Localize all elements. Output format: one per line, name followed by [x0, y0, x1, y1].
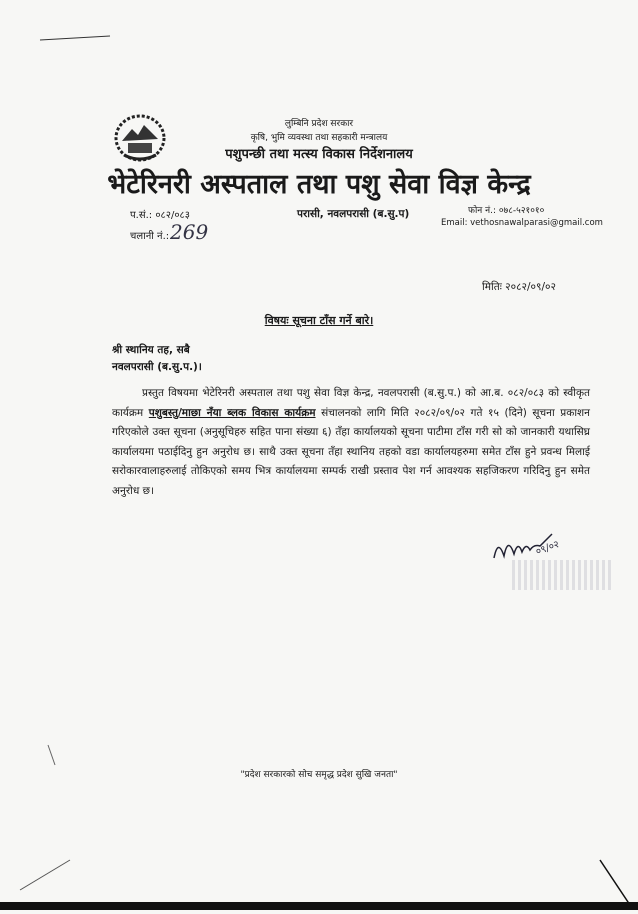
- dispatch-number: 269: [170, 220, 209, 244]
- signature-date: ०९/०२: [534, 539, 561, 558]
- program-name: पशुबस्तु/माछा नँया ब्लक विकास कार्यक्रम: [148, 406, 316, 419]
- email-address: Email: vethosnawalparasi@gmail.com: [441, 218, 603, 228]
- addressee-line1: श्री स्थानिय तह, सबै: [112, 344, 190, 356]
- subject: विषयः सूचना टाँस गर्ने बारे।: [264, 314, 374, 327]
- letterhead-line1: लुम्बिनि प्रदेश सरकार: [284, 119, 354, 129]
- addressee-line2: नवलपरासी (ब.सु.प.)।: [112, 361, 202, 373]
- letterhead-line2: कृषि, भुमि व्यवस्था तथा सहकारी मन्त्रालय: [250, 133, 388, 143]
- letter-body: [112, 384, 590, 501]
- letterhead-line3: पशुपन्छी तथा मत्स्य विकास निर्देशनालय: [225, 147, 413, 162]
- office-address: परासी, नवलपरासी (ब.सु.प): [297, 208, 410, 220]
- office-title: भेटेरिनरी अस्पताल तथा पशु सेवा विज्ञ केन्द्र: [107, 169, 531, 200]
- office-stamp: [512, 560, 612, 590]
- body-text-1: प्रस्तुत विषयमा भेटेरिनरी अस्पताल तथा पशु सेवा विज्ञ केन्द्र, नवलपरासी (ब.सु.प.) को आ.ब. ०८२/०८३ को स्वीकृत कार्यक्रम: [112, 387, 590, 419]
- letter-date: मितिः २०८२/०९/०२: [482, 281, 556, 293]
- phone-number: फोन नं.: ०७८-५२१०१०: [468, 206, 545, 216]
- fiscal-year: प.सं.: ०८२/०८३: [130, 210, 190, 221]
- footer-slogan: "प्रदेश सरकारको सोच समृद्ध प्रदेश सुखि जनता": [240, 770, 398, 780]
- body-text-2: संचालनको लागि मिति २०८२/०९/०२ गते १५ (दिने) सूचना प्रकाशन गरिएकोले उक्त सूचना (अनुसूचिहरु सहित पाना संख्या ६) तँहा कार्यालयको सूचना पाटीमा टाँस गरी सो को जानकारी यथासिघ्र कार्यालयमा पठाईदिनु हुन अनुरोध छ। साथै उक्त सूचना तँहा स्थानिय तहको वडा कार्यालयहरुमा समेत टाँस हुने प्रवन्ध मिलाई सरोकारवालाहरुलाई तोकिएको समय भित्र कार्यालयमा सम्पर्क राखी प्रस्ताव पेश गर्न आवश्यक सहजिकरण गरिदिनु हुन समेत अनुरोध छ।: [112, 406, 591, 497]
- dispatch-label: चलानी नं.:: [130, 231, 170, 242]
